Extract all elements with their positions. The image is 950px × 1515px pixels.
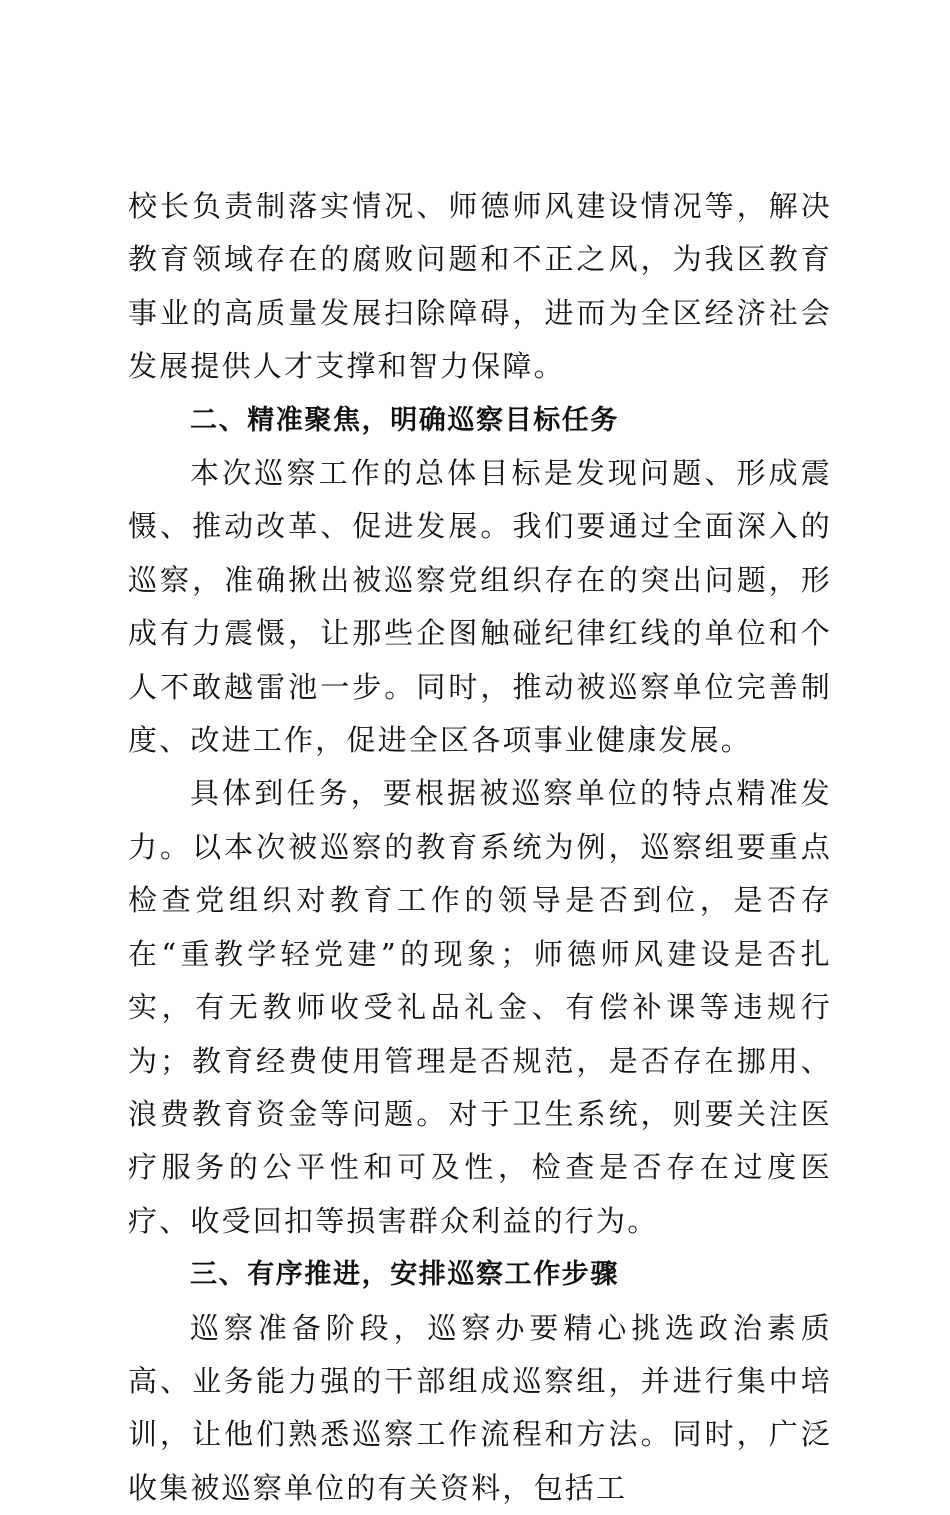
paragraph-goals: 本次巡察工作的总体目标是发现问题、形成震慑、推动改革、促进发展。我们要通过全面深入的巡察，准确揪出被巡察党组织存在的突出问题，形成有力震慑，让那些企图触碰纪律红线的单位和个人不敢越雷池一步。同时，推动被巡察单位完善制度、改进工作，促进全区各项事业健康发展。 (128, 456, 832, 758)
paragraph-preparation: 巡察准备阶段，巡察办要精心挑选政治素质高、业务能力强的干部组成巡察组，并进行集中培训，让他们熟悉巡察工作流程和方法。同时，广泛收集被巡察单位的有关资料，包括工 (128, 1310, 832, 1505)
section-heading-2: 二、精准聚焦，明确巡察目标任务 (190, 404, 619, 436)
paragraph-tasks: 具体到任务，要根据被巡察单位的特点精准发力。以本次被巡察的教育系统为例，巡察组要重点检查党组织对教育工作的领导是否到位，是否存在“重教学轻党建”的现象；师德师风建设是否扎实，有无教师收受礼品礼金、有偿补课等违规行为；教育经费使用管理是否规范，是否存在挪用、浪费教育资金等问题。对于卫生系统，则要关注医疗服务的公平性和可及性，检查是否存在过度医疗、收受回扣等损害群众利益的行为。 (128, 776, 832, 1238)
paragraph-continuation: 校长负责制落实情况、师德师风建设情况等，解决教育领域存在的腐败问题和不正之风，为我区教育事业的高质量发展扫除障碍，进而为全区经济社会发展提供人才支撑和智力保障。 (128, 189, 832, 384)
document-body (128, 180, 832, 1515)
section-heading-3: 三、有序推进，安排巡察工作步骤 (190, 1259, 619, 1291)
